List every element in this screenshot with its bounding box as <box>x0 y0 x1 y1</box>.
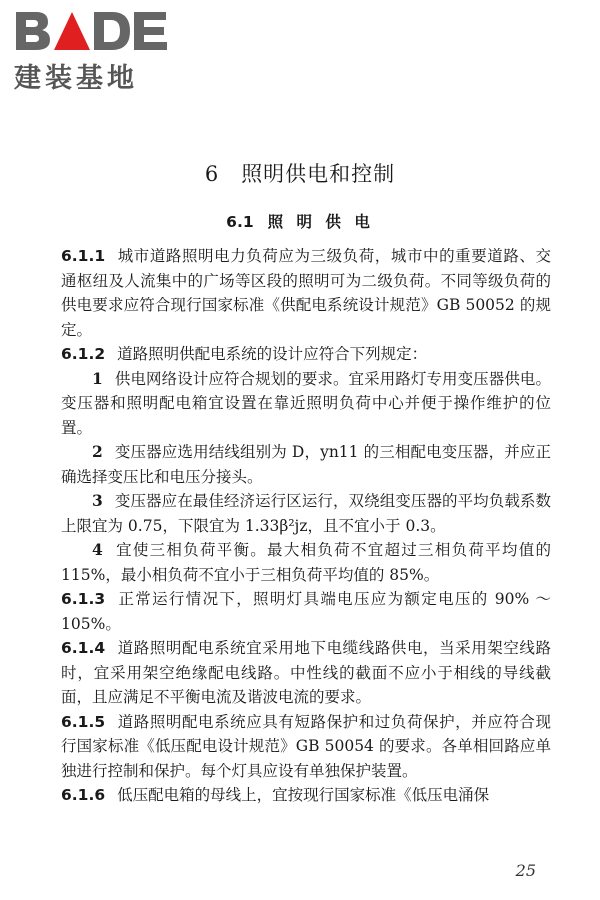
chapter-title: 照明供电和控制 <box>241 162 396 186</box>
clause-paragraph <box>61 710 551 784</box>
item-number: 1 <box>92 368 103 388</box>
list-item <box>61 367 551 441</box>
item-text: 供电网络设计应符合规划的要求。宜采用路灯专用变压器供电。变压器和照明配电箱宜设置在靠近照明负荷中心并便于操作维护的位置。 <box>61 369 551 437</box>
clause-number: 6.1.6 <box>61 786 106 804</box>
item-text: 宜使三相负荷平衡。最大相负荷不宜超过三相负荷平均值的 115%，最小相负荷不宜小于三相负荷平均值的 85%。 <box>61 541 551 584</box>
clause-text: 道路照明配电系统应具有短路保护和过负荷保护，并应符合现行国家标准《低压配电设计规范》GB 50054 的要求。各单相回路应单独进行控制和保护。每个灯具应设有单独保护装置。 <box>61 712 551 780</box>
chapter-heading <box>0 158 600 188</box>
clause-paragraph <box>61 783 551 808</box>
clause-number: 6.1.1 <box>61 247 106 265</box>
bade-logo-mark <box>14 6 174 56</box>
section-heading <box>0 210 600 232</box>
bade-logo <box>14 6 174 94</box>
item-number: 3 <box>92 491 103 510</box>
clause-paragraph <box>61 342 551 367</box>
clause-paragraph <box>61 636 551 710</box>
clause-text: 城市道路照明电力负荷应为三级负荷，城市中的重要道路、交通枢纽及人流集中的广场等区段的照明可为二级负荷。不同等级负荷的供电要求应符合现行国家标准《供配电系统设计规范》GB 50052 的规定。 <box>61 247 551 339</box>
item-number: 4 <box>92 540 103 559</box>
section-title: 照 明 供 电 <box>267 213 374 231</box>
clause-text: 正常运行情况下，照明灯具端电压应为额定电压的 90% ～105%。 <box>61 590 551 633</box>
clause-text: 道路照明配电系统宜采用地下电缆线路供电，当采用架空线路时，宜采用架空绝缘配电线路。中性线的截面不应小于相线的导线截面，且应满足不平衡电流及谐波电流的要求。 <box>61 639 551 706</box>
logo-subtitle: 建装基地 <box>14 63 138 94</box>
item-number: 2 <box>92 442 103 461</box>
clause-text: 低压配电箱的母线上，宜按现行国家标准《低压电涌保 <box>117 786 490 804</box>
clause-number: 6.1.5 <box>61 712 106 731</box>
clause-number: 6.1.3 <box>61 590 106 608</box>
item-text: 变压器应选用结线组别为 D，yn11 的三相配电变压器，并应正确选择变压比和电压分接头。 <box>61 443 551 486</box>
clause-number: 6.1.2 <box>61 345 106 363</box>
page-number: 25 <box>515 861 536 880</box>
list-item <box>61 440 551 489</box>
chapter-number: 6 <box>204 162 220 186</box>
clause-paragraph <box>61 244 551 342</box>
body-text <box>61 244 551 808</box>
section-number: 6.1 <box>226 213 254 231</box>
item-text: 变压器应在最佳经济运行区运行，双绕组变压器的平均负载系数上限宜为 0.75，下限宜为 1.33β²jz，且不宜小于 0.3。 <box>61 492 551 535</box>
list-item <box>61 489 551 538</box>
clause-text: 道路照明供配电系统的设计应符合下列规定： <box>117 345 428 363</box>
list-item <box>61 538 551 587</box>
clause-number: 6.1.4 <box>61 639 106 657</box>
clause-paragraph <box>61 587 551 636</box>
